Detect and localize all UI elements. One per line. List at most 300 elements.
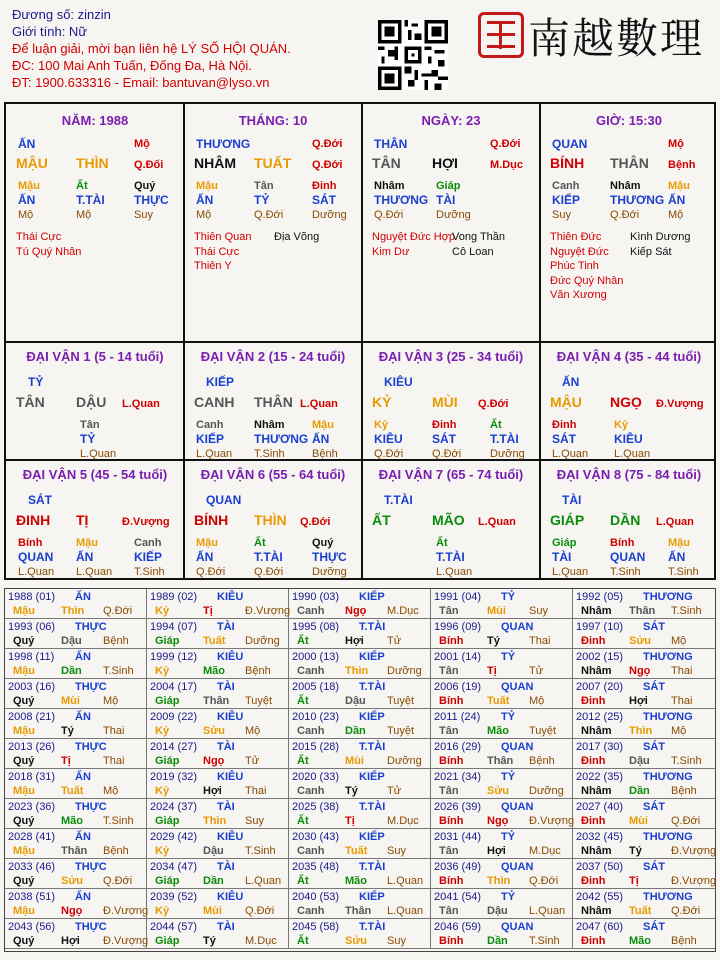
dai-van-title: ĐẠI VẬN 2 (15 - 24 tuổi) (200, 349, 346, 364)
year-label: 2002 (15) (576, 651, 624, 663)
year-label: 2046 (59) (434, 921, 482, 933)
year-god: KIẾP (359, 591, 385, 603)
year-label: 2041 (54) (434, 891, 482, 903)
year-stage: Suy (529, 605, 548, 617)
year-label: 1994 (07) (150, 621, 198, 633)
year-label: 2020 (33) (292, 771, 340, 783)
year-branch: Tuất (629, 905, 652, 917)
year-stem: Quý (13, 875, 35, 887)
year-stem: Bính (439, 635, 464, 647)
annual-luck-cell (431, 859, 573, 889)
hidden-stage: Mộ (76, 209, 92, 221)
annual-luck-cell (289, 619, 431, 649)
annual-luck-cell (147, 799, 289, 829)
year-branch: Dậu (629, 755, 650, 767)
annual-luck-cell (147, 739, 289, 769)
hidden-stage: L.Quan (614, 448, 651, 460)
dai-van-stem: ẤT (372, 512, 391, 528)
year-god: KIẾP (359, 891, 385, 903)
year-label: 1999 (12) (150, 651, 198, 663)
dai-van-title: ĐẠI VẬN 7 (65 - 74 tuổi) (378, 467, 524, 482)
year-branch: Thân (203, 695, 230, 707)
annual-luck-cell (289, 709, 431, 739)
pillar-branch: THÌN (76, 155, 109, 171)
chart-header (12, 6, 291, 91)
year-stage: Thai (529, 635, 551, 647)
year-stem: Kỷ (155, 605, 170, 617)
year-branch: Thân (629, 605, 656, 617)
year-god: ẤN (75, 771, 91, 783)
dai-van-branch: NGỌ (610, 394, 642, 410)
hidden-stem: Ất (490, 419, 502, 431)
year-stage: Bệnh (245, 665, 271, 677)
shen-sha-star: Kiếp Sát (630, 245, 672, 258)
year-god: QUAN (501, 681, 534, 693)
year-label: 1996 (09) (434, 621, 482, 633)
hidden-god: KIẾP (134, 550, 163, 564)
year-label: 2019 (32) (150, 771, 198, 783)
year-label: 2012 (25) (576, 711, 624, 723)
annual-luck-cell (431, 589, 573, 619)
hidden-stem: Mậu (18, 180, 40, 192)
year-stem: Giáp (155, 815, 180, 827)
year-god: T.TÀI (359, 921, 386, 933)
hidden-stem: Canh (134, 537, 162, 549)
hidden-god: KIÊU (374, 432, 403, 446)
year-stem: Bính (439, 815, 464, 827)
year-stem: Canh (297, 905, 325, 917)
year-branch: Hợi (345, 635, 364, 647)
year-label: 2022 (35) (576, 771, 624, 783)
year-stem: Mậu (13, 845, 35, 857)
dai-van-stage: Đ.Vượng (122, 516, 170, 528)
year-god: THỰC (75, 801, 107, 813)
year-stem: Tân (439, 605, 459, 617)
year-stem: Bính (439, 875, 464, 887)
dai-van-stage: Q.Đới (300, 516, 331, 528)
year-stem: Canh (297, 725, 325, 737)
hidden-god: THƯƠNG (374, 193, 429, 207)
hidden-stage: Dưỡng (436, 209, 471, 221)
year-god: KIẾP (359, 831, 385, 843)
annual-luck-cell (289, 769, 431, 799)
year-label: 2044 (57) (150, 921, 198, 933)
shen-sha-star: Vong Thần (452, 231, 506, 243)
hidden-stem: Mậu (196, 537, 218, 549)
year-label: 2004 (17) (150, 681, 198, 693)
year-god: THỰC (75, 621, 107, 633)
hidden-stage: Bệnh (312, 448, 338, 460)
hidden-stage: L.Quan (80, 448, 117, 460)
hidden-stage: Mộ (668, 209, 684, 221)
year-stem: Đinh (581, 935, 606, 947)
hidden-stem: Nhâm (374, 180, 405, 192)
annual-luck-cell (5, 829, 147, 859)
year-branch: Dậu (61, 635, 82, 647)
year-label: 2033 (46) (8, 861, 56, 873)
year-branch: Ngọ (61, 905, 83, 917)
shen-sha-star: Thiên Y (194, 260, 232, 272)
year-branch: Thân (61, 845, 88, 857)
annual-luck-cell (147, 769, 289, 799)
annual-luck-cell (5, 769, 147, 799)
annual-luck-cell (289, 679, 431, 709)
year-god: T.TÀI (359, 621, 386, 633)
year-god: SÁT (643, 921, 665, 933)
year-branch: Hợi (203, 785, 222, 797)
hidden-stage: Mộ (18, 209, 34, 221)
hidden-stage: Q.Đới (432, 448, 462, 460)
year-stem: Kỷ (155, 845, 170, 857)
annual-luck-cell (289, 649, 431, 679)
hidden-god: TỶ (80, 432, 96, 446)
year-label: 2037 (50) (576, 861, 624, 873)
year-stem: Bính (439, 755, 464, 767)
year-stage: Mộ (671, 635, 687, 647)
year-branch: Tuất (345, 845, 368, 857)
year-stage: Tử (529, 665, 544, 677)
annual-luck-cell (431, 889, 573, 919)
year-god: THỰC (75, 861, 107, 873)
year-branch: Hợi (487, 845, 506, 857)
year-stage: Suy (387, 845, 406, 857)
year-god: TỶ (501, 651, 516, 663)
year-stage: Bệnh (671, 785, 697, 797)
dai-van-branch: MÃO (432, 512, 465, 528)
dai-van-god: TỶ (28, 375, 44, 389)
hidden-god: KIẾP (552, 193, 581, 207)
dai-van-stem: BÍNH (194, 512, 229, 528)
year-god: SÁT (643, 801, 665, 813)
year-stem: Tân (439, 785, 459, 797)
hidden-god: ẤN (668, 193, 686, 207)
annual-luck-table (4, 588, 716, 952)
pillar-top-stage: Q.Đới (490, 138, 521, 150)
bazi-chart-grid (4, 102, 716, 580)
year-stem: Giáp (155, 635, 180, 647)
annual-luck-cell (573, 859, 715, 889)
dai-van-branch: THÌN (254, 512, 287, 528)
year-label: 2016 (29) (434, 741, 482, 753)
pillar-top-god: THƯƠNG (196, 137, 251, 151)
annual-luck-cell (431, 679, 573, 709)
pillar-stem-stage: Q.Đối (134, 159, 164, 171)
annual-luck-cell (573, 709, 715, 739)
annual-luck-cell (573, 589, 715, 619)
year-stage: T.Sinh (103, 815, 134, 827)
dai-van-stage: L.Quan (656, 516, 694, 528)
year-label: 2000 (13) (292, 651, 340, 663)
hidden-stage: Q.Đới (374, 448, 404, 460)
annual-luck-cell (573, 919, 715, 949)
year-stage: Đ.Vượng (245, 605, 291, 617)
hidden-stage: Q.Đới (610, 209, 640, 221)
year-label: 2013 (26) (8, 741, 56, 753)
year-label: 2034 (47) (150, 861, 198, 873)
brand-logo: 南越數理 (528, 14, 705, 63)
year-branch: Tị (345, 815, 355, 827)
year-god: TÀI (217, 681, 235, 693)
year-god: THỰC (75, 921, 107, 933)
year-label: 1998 (11) (8, 651, 55, 663)
year-stage: Q.Đới (671, 905, 701, 917)
year-label: 2006 (19) (434, 681, 482, 693)
year-stage: M.Dục (387, 605, 419, 617)
annual-luck-cell (5, 739, 147, 769)
year-god: TỶ (501, 591, 516, 603)
hidden-stage: T.Sinh (610, 566, 641, 578)
year-branch: Tý (629, 845, 642, 857)
dai-van-branch: TỊ (76, 512, 89, 528)
year-label: 2008 (21) (8, 711, 56, 723)
hidden-stem: Quý (134, 180, 156, 192)
year-stage: Tuyệt (529, 725, 557, 737)
annual-luck-cell (147, 889, 289, 919)
annual-luck-cell (573, 679, 715, 709)
year-branch: Tuất (61, 785, 84, 797)
year-label: 1990 (03) (292, 591, 340, 603)
year-stem: Giáp (155, 755, 180, 767)
dai-van-title: ĐẠI VẬN 6 (55 - 64 tuổi) (200, 467, 346, 482)
year-stem: Mậu (13, 605, 35, 617)
year-stem: Bính (439, 935, 464, 947)
year-stem: Nhâm (581, 845, 612, 857)
annual-luck-cell (289, 829, 431, 859)
annual-luck-cell (147, 679, 289, 709)
year-stage: L.Quan (387, 875, 424, 887)
year-stem: Giáp (155, 935, 180, 947)
year-stage: Bệnh (529, 755, 555, 767)
year-stem: Kỷ (155, 785, 170, 797)
annual-luck-cell (5, 859, 147, 889)
year-stem: Quý (13, 815, 35, 827)
year-stem: Canh (297, 665, 325, 677)
year-branch: Dần (629, 785, 650, 797)
year-stage: Mộ (103, 695, 119, 707)
hidden-god: ẤN (18, 193, 36, 207)
hidden-god: T.TÀI (436, 550, 465, 564)
hidden-god: TÀI (436, 193, 456, 207)
year-branch: Dần (487, 935, 508, 947)
year-stem: Nhâm (581, 665, 612, 677)
hidden-god: T.TÀI (490, 432, 519, 446)
year-stage: Dưỡng (245, 635, 280, 647)
annual-luck-cell (573, 739, 715, 769)
hidden-stem: Ất (436, 537, 448, 549)
hidden-god: ẤN (196, 193, 214, 207)
year-god: T.TÀI (359, 741, 386, 753)
shen-sha-star: Nguyệt Đức (550, 245, 609, 258)
year-god: T.TÀI (359, 861, 386, 873)
year-god: KIẾP (359, 771, 385, 783)
year-label: 2010 (23) (292, 711, 340, 723)
hidden-god: T.TÀI (254, 550, 283, 564)
year-label: 2018 (31) (8, 771, 56, 783)
year-stem: Quý (13, 935, 35, 947)
annual-luck-cell (147, 649, 289, 679)
year-stem: Nhâm (581, 905, 612, 917)
shen-sha-star: Thái Cực (194, 245, 240, 258)
year-god: TỶ (501, 891, 516, 903)
dai-van-stage: Q.Đới (478, 398, 509, 410)
hidden-god: THỰC (134, 193, 169, 207)
year-label: 2015 (28) (292, 741, 340, 753)
pillar-top-god: QUAN (552, 137, 588, 151)
year-branch: Dần (61, 665, 82, 677)
hidden-stem: Ất (254, 537, 266, 549)
dai-van-stem: CANH (194, 394, 235, 410)
hidden-stage: L.Quan (436, 566, 473, 578)
year-stem: Tân (439, 905, 459, 917)
year-stem: Đinh (581, 755, 606, 767)
year-branch: Mão (487, 725, 509, 737)
year-god: SÁT (643, 741, 665, 753)
year-branch: Thìn (629, 725, 653, 737)
year-stem: Nhâm (581, 785, 612, 797)
year-branch: Dậu (487, 905, 508, 917)
year-stem: Tân (439, 665, 459, 677)
year-label: 2032 (45) (576, 831, 624, 843)
year-stage: Bệnh (671, 935, 697, 947)
year-god: SÁT (643, 621, 665, 633)
pillar-stem: MẬU (16, 155, 48, 171)
year-stage: Mộ (245, 725, 261, 737)
year-god: TỶ (501, 771, 516, 783)
year-stem: Đinh (581, 875, 606, 887)
annual-luck-cell (431, 769, 573, 799)
year-god: T.TÀI (359, 801, 386, 813)
hidden-stem: Giáp (552, 537, 577, 549)
pillar-top-god: ẤN (18, 137, 36, 151)
year-stage: Thai (671, 695, 693, 707)
dai-van-branch: DẦN (610, 512, 641, 528)
hidden-stem: Kỷ (374, 419, 389, 431)
year-stem: Mậu (13, 785, 35, 797)
year-god: TÀI (217, 861, 235, 873)
year-branch: Sửu (345, 935, 368, 947)
annual-luck-cell (431, 829, 573, 859)
annual-luck-cell (147, 859, 289, 889)
hidden-god: KIÊU (614, 432, 643, 446)
year-branch: Tị (487, 665, 497, 677)
year-label: 2038 (51) (8, 891, 56, 903)
year-stage: Bệnh (103, 845, 129, 857)
annual-luck-cell (431, 649, 573, 679)
annual-luck-cell (431, 709, 573, 739)
year-label: 2028 (41) (8, 831, 56, 843)
dai-van-branch: THÂN (254, 394, 293, 410)
year-god: TÀI (217, 621, 235, 633)
year-branch: Tý (203, 935, 216, 947)
year-branch: Ngọ (487, 815, 509, 827)
hidden-stem: Tân (80, 419, 100, 431)
year-stage: Q.Đới (245, 905, 275, 917)
pillar-top-god: THÂN (374, 137, 408, 151)
year-god: THỰC (75, 681, 107, 693)
hidden-god: ẤN (312, 432, 330, 446)
year-god: THƯƠNG (643, 651, 693, 663)
hidden-god: SÁT (312, 193, 336, 207)
dai-van-stage: Đ.Vượng (656, 398, 704, 410)
hidden-god: T.TÀI (76, 193, 105, 207)
year-branch: Mão (61, 815, 83, 827)
year-god: KIÊU (217, 771, 244, 783)
contact-line: Để luận giải, mời bạn liên hệ LÝ SỐ HỘI QUÁN. (12, 41, 291, 56)
hidden-stage: L.Quan (18, 566, 55, 578)
hidden-stage: T.Sinh (668, 566, 699, 578)
dai-van-god: SÁT (28, 493, 52, 507)
year-god: THƯƠNG (643, 711, 693, 723)
year-stem: Mậu (13, 725, 35, 737)
owner-name: Đương số: zinzin (12, 7, 111, 22)
pillar-stem-stage: Q.Đới (312, 159, 343, 171)
dai-van-stem: ĐINH (16, 512, 51, 528)
annual-luck-cell (431, 799, 573, 829)
hidden-stage: Q.Đới (196, 566, 226, 578)
annual-luck-cell (289, 919, 431, 949)
year-stage: Tử (245, 755, 260, 767)
dai-van-god: T.TÀI (384, 493, 413, 507)
pillar-top-stage: Mộ (134, 138, 150, 150)
annual-luck-cell (573, 889, 715, 919)
year-branch: Ngọ (345, 605, 367, 617)
year-branch: Mão (203, 665, 225, 677)
year-label: 1989 (02) (150, 591, 198, 603)
year-god: QUAN (501, 861, 534, 873)
qr-code-icon (378, 20, 448, 90)
year-branch: Tị (203, 605, 213, 617)
pillar-top-stage: Q.Đới (312, 138, 343, 150)
year-branch: Tý (345, 785, 358, 797)
year-label: 2045 (58) (292, 921, 340, 933)
year-stem: Đinh (581, 635, 606, 647)
year-label: 2011 (24) (434, 711, 481, 723)
annual-luck-cell (5, 709, 147, 739)
dai-van-stem: TÂN (16, 394, 45, 410)
annual-luck-cell (573, 829, 715, 859)
year-god: TỶ (501, 831, 516, 843)
year-stage: Q.Đới (671, 815, 701, 827)
year-stem: Giáp (155, 695, 180, 707)
year-branch: Mùi (203, 905, 222, 917)
year-label: 2042 (55) (576, 891, 624, 903)
hidden-stem: Bính (610, 537, 635, 549)
hidden-stage: L.Quan (552, 566, 589, 578)
hidden-stage: Suy (134, 209, 153, 221)
year-god: ẤN (75, 831, 91, 843)
year-stage: L.Quan (529, 905, 566, 917)
annual-luck-cell (147, 589, 289, 619)
year-branch: Sửu (61, 875, 84, 887)
year-god: KIÊU (217, 711, 244, 723)
annual-luck-cell (5, 799, 147, 829)
hidden-stage: Dưỡng (312, 209, 347, 221)
hidden-stem: Ất (76, 180, 88, 192)
year-branch: Mùi (61, 695, 80, 707)
hidden-stage: L.Quan (76, 566, 113, 578)
year-stage: Mộ (529, 695, 545, 707)
year-branch: Hợi (61, 935, 80, 947)
hidden-stem: Bính (18, 537, 43, 549)
shen-sha-star: Văn Xương (550, 289, 607, 301)
year-god: TỶ (501, 711, 516, 723)
hidden-god: TÀI (552, 550, 572, 564)
year-label: 2023 (36) (8, 801, 56, 813)
dai-van-stage: L.Quan (478, 516, 516, 528)
year-label: 2035 (48) (292, 861, 340, 873)
year-stage: Tử (387, 635, 402, 647)
annual-luck-cell (147, 829, 289, 859)
